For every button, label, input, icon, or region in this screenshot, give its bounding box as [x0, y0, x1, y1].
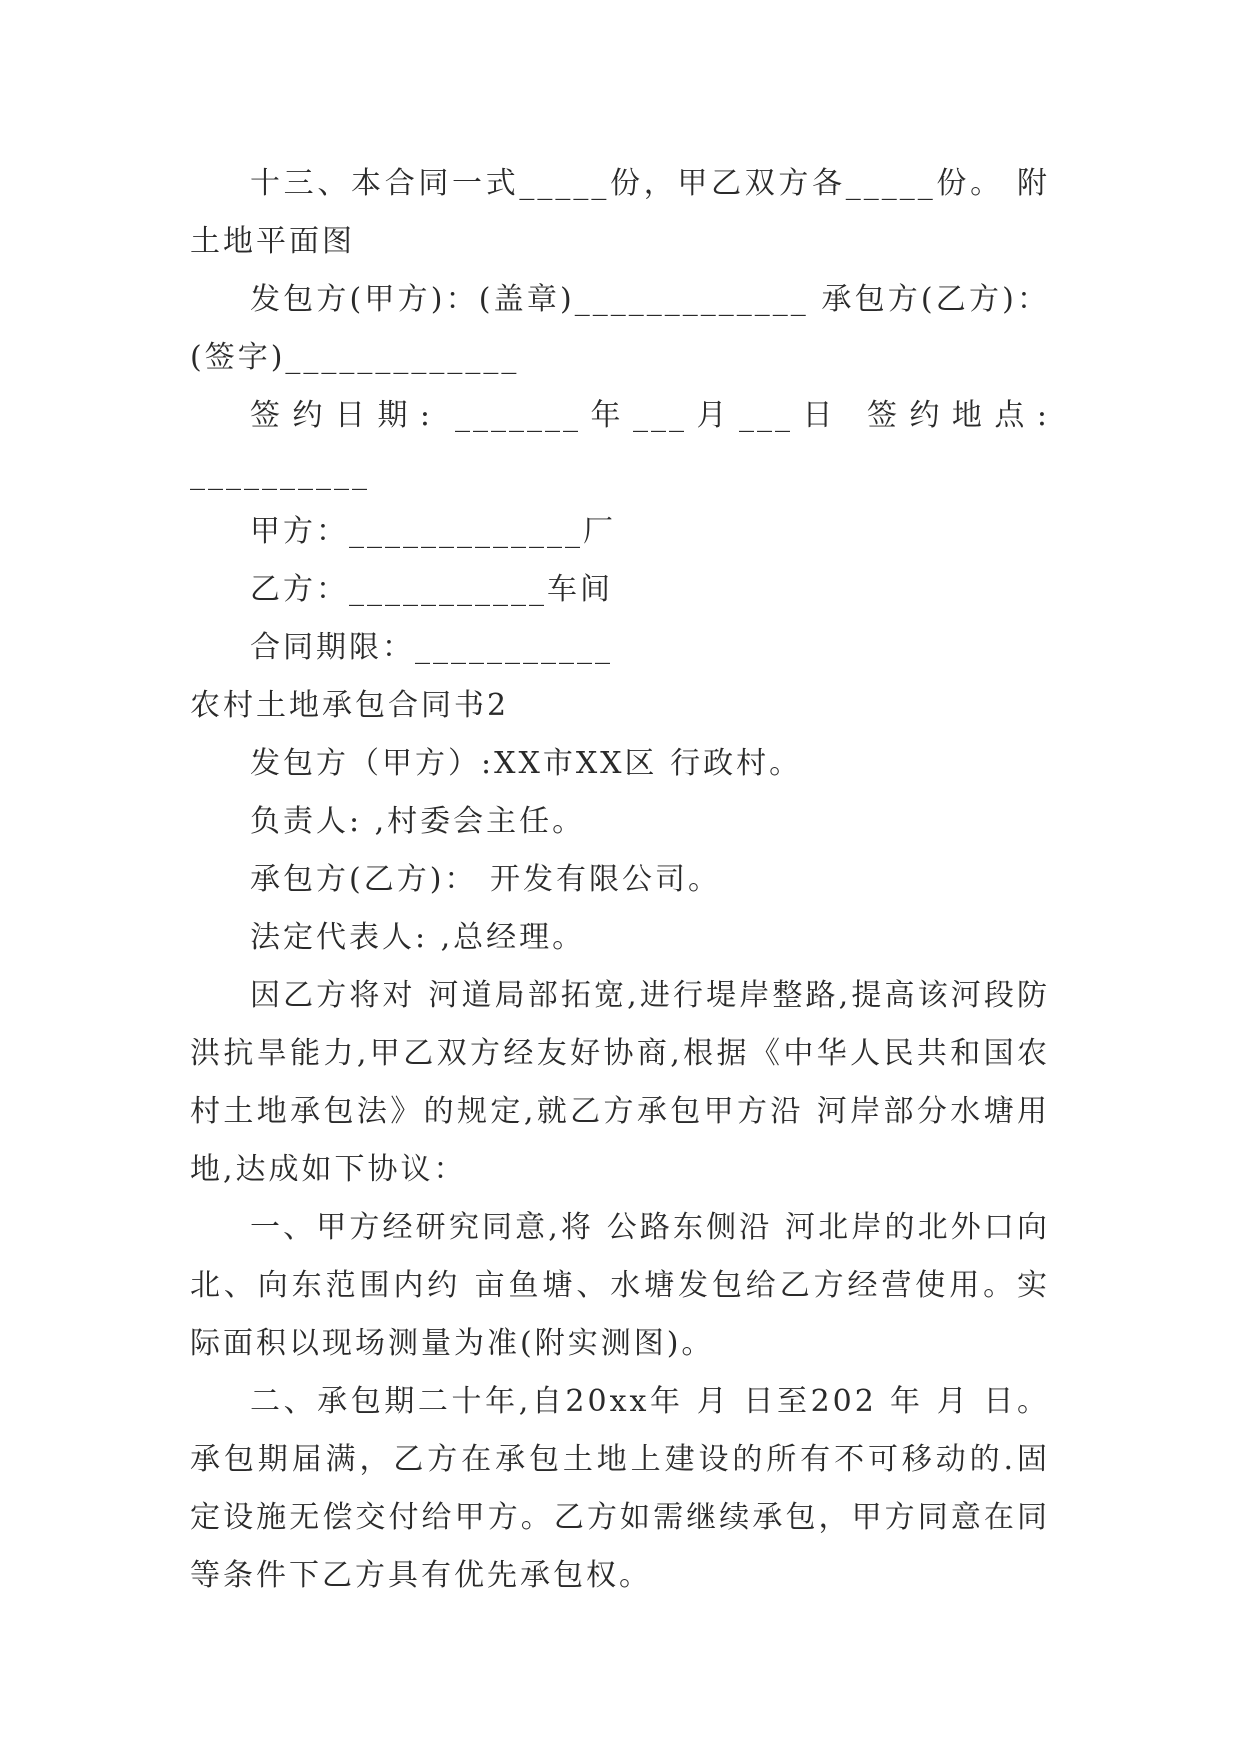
- responsible-person: 负责人: ,村委会主任。: [250, 804, 586, 839]
- clause-2-paragraph: 二、承包期二十年,自20xx年 月 日至202 年 月 日。承包期届满，乙方在承包土地上建设的所有不可移动的.固定设施无偿交付给甲方。乙方如需继续承包，甲方同意在同等条件下乙方具有优先承包权。: [190, 1384, 1050, 1593]
- contractor-party-a: 发包方（甲方）:XX市XX区 行政村。: [250, 746, 803, 781]
- signing-date-place-line: 签约日期: _______年___月___日 签约地点: __________: [190, 398, 1050, 491]
- document-body: [190, 155, 1050, 1605]
- contract-term-field: 合同期限：___________: [250, 630, 613, 665]
- section-title: 农村土地承包合同书2: [190, 688, 510, 723]
- preamble-paragraph: 因乙方将对 河道局部拓宽,进行堤岸整路,提高该河段防洪抗旱能力,甲乙双方经友好协商,根据《中华人民共和国农村土地承包法》的规定,就乙方承包甲方沿 河岸部分水塘用地,达成如下协议：: [190, 978, 1050, 1187]
- clause-13-copies: 十三、本合同一式_____份，甲乙双方各_____份。 附土地平面图: [190, 166, 1050, 259]
- contractee-party-b: 承包方(乙方)： 开发有限公司。: [250, 862, 721, 897]
- clause-1-paragraph: 一、甲方经研究同意,将 公路东侧沿 河北岸的北外口向北、向东范围内约 亩鱼塘、水塘发包给乙方经营使用。实际面积以现场测量为准(附实测图)。: [190, 1210, 1050, 1361]
- party-a-field: 甲方：_____________厂: [250, 514, 616, 549]
- party-b-field: 乙方：___________车间: [250, 572, 613, 607]
- signature-parties-line: 发包方(甲方)：(盖章)_____________ 承包方(乙方)：(签字)_____________: [190, 282, 1050, 375]
- legal-representative: 法定代表人: ,总经理。: [250, 920, 586, 955]
